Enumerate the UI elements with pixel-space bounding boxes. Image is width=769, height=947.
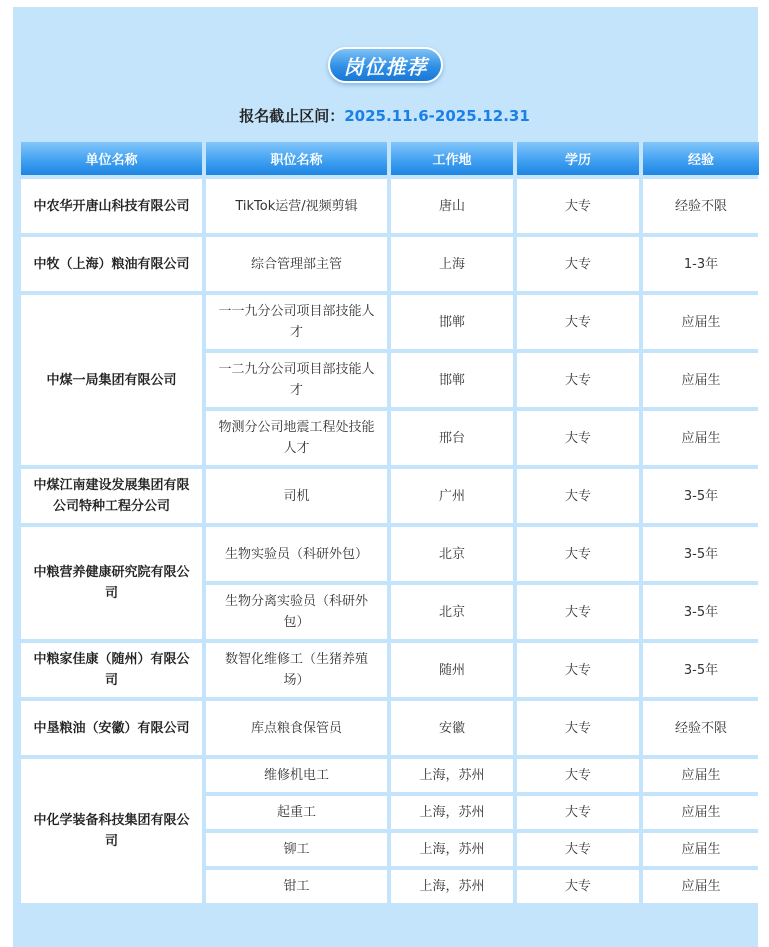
position-cell: 维修机电工 — [206, 759, 387, 792]
position-cell: 铆工 — [206, 833, 387, 866]
company-cell: 中化学装备科技集团有限公司 — [21, 759, 202, 903]
experience-cell: 3-5年 — [643, 527, 759, 581]
position-cell: 司机 — [206, 469, 387, 523]
location-cell: 随州 — [391, 643, 513, 697]
location-cell: 上海，苏州 — [391, 870, 513, 903]
company-cell: 中粮营养健康研究院有限公司 — [21, 527, 202, 639]
location-cell: 邯郸 — [391, 353, 513, 407]
table-row — [21, 759, 759, 792]
experience-cell: 经验不限 — [643, 701, 759, 755]
education-cell: 大专 — [517, 759, 639, 792]
section-title: 岗位推荐 — [328, 47, 443, 83]
company-cell: 中垦粮油（安徽）有限公司 — [21, 701, 202, 755]
experience-cell: 应届生 — [643, 353, 759, 407]
company-cell: 中农华开唐山科技有限公司 — [21, 179, 202, 233]
experience-cell: 应届生 — [643, 411, 759, 465]
table-body — [21, 179, 759, 903]
job-table — [17, 138, 763, 907]
deadline-label: 报名截止区间： — [239, 107, 345, 125]
education-cell: 大专 — [517, 870, 639, 903]
location-cell: 北京 — [391, 527, 513, 581]
position-cell: 起重工 — [206, 796, 387, 829]
position-cell: 物测分公司地震工程处技能人才 — [206, 411, 387, 465]
location-cell: 上海 — [391, 237, 513, 291]
table-row — [21, 237, 759, 291]
experience-cell: 3-5年 — [643, 585, 759, 639]
education-cell: 大专 — [517, 796, 639, 829]
table-row — [21, 701, 759, 755]
experience-cell: 应届生 — [643, 870, 759, 903]
position-cell: 数智化维修工（生猪养殖场） — [206, 643, 387, 697]
header-company: 单位名称 — [21, 142, 202, 175]
education-cell: 大专 — [517, 527, 639, 581]
experience-cell: 1-3年 — [643, 237, 759, 291]
location-cell: 北京 — [391, 585, 513, 639]
education-cell: 大专 — [517, 469, 639, 523]
company-cell: 中粮家佳康（随州）有限公司 — [21, 643, 202, 697]
education-cell: 大专 — [517, 295, 639, 349]
experience-cell: 3-5年 — [643, 643, 759, 697]
experience-cell: 应届生 — [643, 759, 759, 792]
education-cell: 大专 — [517, 237, 639, 291]
deadline-value: 2025.11.6-2025.12.31 — [344, 107, 530, 125]
location-cell: 上海，苏州 — [391, 796, 513, 829]
education-cell: 大专 — [517, 643, 639, 697]
location-cell: 上海，苏州 — [391, 833, 513, 866]
header-position: 职位名称 — [206, 142, 387, 175]
location-cell: 邯郸 — [391, 295, 513, 349]
education-cell: 大专 — [517, 353, 639, 407]
header-education: 学历 — [517, 142, 639, 175]
position-cell: TikTok运营/视频剪辑 — [206, 179, 387, 233]
table-row — [21, 179, 759, 233]
experience-cell: 经验不限 — [643, 179, 759, 233]
location-cell: 唐山 — [391, 179, 513, 233]
header-location: 工作地 — [391, 142, 513, 175]
education-cell: 大专 — [517, 833, 639, 866]
company-cell: 中牧（上海）粮油有限公司 — [21, 237, 202, 291]
position-cell: 综合管理部主管 — [206, 237, 387, 291]
table-row — [21, 295, 759, 349]
position-cell: 生物实验员（科研外包） — [206, 527, 387, 581]
table-row — [21, 469, 759, 523]
experience-cell: 应届生 — [643, 833, 759, 866]
position-cell: 一二九分公司项目部技能人才 — [206, 353, 387, 407]
table-row — [21, 643, 759, 697]
location-cell: 上海，苏州 — [391, 759, 513, 792]
position-cell: 一一九分公司项目部技能人才 — [206, 295, 387, 349]
experience-cell: 3-5年 — [643, 469, 759, 523]
education-cell: 大专 — [517, 179, 639, 233]
company-cell: 中煤江南建设发展集团有限公司特种工程分公司 — [21, 469, 202, 523]
position-cell: 库点粮食保管员 — [206, 701, 387, 755]
table-row — [21, 527, 759, 581]
experience-cell: 应届生 — [643, 295, 759, 349]
header-experience: 经验 — [643, 142, 759, 175]
education-cell: 大专 — [517, 411, 639, 465]
position-cell: 生物分离实验员（科研外包） — [206, 585, 387, 639]
experience-cell: 应届生 — [643, 796, 759, 829]
location-cell: 邢台 — [391, 411, 513, 465]
location-cell: 广州 — [391, 469, 513, 523]
location-cell: 安徽 — [391, 701, 513, 755]
table-header-row — [21, 142, 759, 175]
deadline-line — [0, 105, 769, 126]
company-cell: 中煤一局集团有限公司 — [21, 295, 202, 465]
education-cell: 大专 — [517, 585, 639, 639]
position-cell: 钳工 — [206, 870, 387, 903]
education-cell: 大专 — [517, 701, 639, 755]
